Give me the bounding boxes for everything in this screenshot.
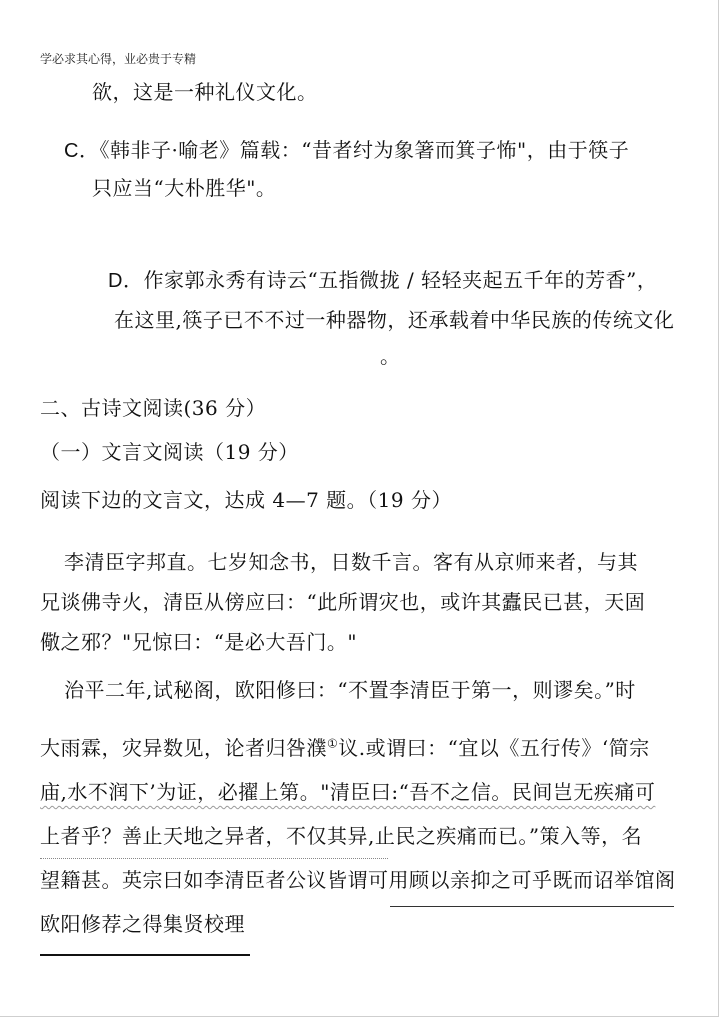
passage-p2-line4-text: 上者乎？善止天地之异者，不仅其异,止民之疾痛而已。”策入等，名 xyxy=(40,824,643,848)
option-c-line2: 只应当“大朴胜华"。 xyxy=(92,176,277,200)
underline-line6 xyxy=(40,954,250,956)
passage-p1-line2: 兄谈佛寺火，清臣从傍应曰：“此所谓灾也，或许其蠹民已甚，天固 xyxy=(40,590,646,614)
option-b-tail: 欲，这是一种礼仪文化。 xyxy=(92,80,318,104)
passage-p2-line6: 欧阳修荐之得集贤校理 xyxy=(40,912,245,936)
option-c-label: C． xyxy=(64,140,100,162)
passage-p2-line3 xyxy=(40,780,655,804)
underline-line5 xyxy=(390,906,674,907)
passage-p2-line2-post: 议.或谓曰：“宜以《五行传》‘简宗 xyxy=(338,736,650,760)
passage-p2-line2 xyxy=(40,736,650,760)
passage-p2-line4 xyxy=(40,824,642,848)
section2-heading: 二、古诗文阅读(36 分） xyxy=(40,396,267,420)
passage-p1-line1: 李清臣字邦直。七岁知念书，日数千言。客有从京师来者，与其 xyxy=(64,550,638,574)
passage-p2-line3-text: 庙,水不润下’为证，必擢上第。"清臣曰:“吾不之信。民间岂无疾痛可 xyxy=(40,780,656,804)
passage-p1-line3: 儆之邪？"兄惊曰：“是必大吾门。" xyxy=(40,630,358,654)
option-c-line1 xyxy=(64,138,629,163)
header-note: 学必求其心得，业必贵于专精 xyxy=(40,52,197,66)
passage-p2-line2-pre: 大雨霖，灾异数见，论者归咎濮 xyxy=(40,736,327,760)
option-c-text-1: 《韩非子·喻老》篇载：“昔者纣为象箸而箕子怖"，由于筷子 xyxy=(99,138,630,162)
option-d-text-1: 作家郭永秀有诗云“五指微拢 / 轻轻夹起五千年的芳香”， xyxy=(143,268,658,292)
footnote-marker: ① xyxy=(327,736,339,751)
passage-p2-line5: 望籍甚。英宗曰如李清臣者公议皆谓可用顾以亲抑之可乎既而诏举馆阁 xyxy=(40,868,676,892)
underline-line4 xyxy=(40,858,388,859)
subsection1-heading: （一）文言文阅读（19 分） xyxy=(40,440,299,464)
option-d-line3: 。 xyxy=(380,344,401,368)
instruction: 阅读下边的文言文，达成 4—7 题。（19 分） xyxy=(40,488,452,512)
option-d-label: D． xyxy=(108,270,144,292)
option-d-line1 xyxy=(108,268,657,293)
passage-p2-line1: 治平二年,试秘阁，欧阳修曰：“不置李清臣于第一，则谬矣。”时 xyxy=(64,678,636,702)
option-d-line2: 在这里,筷子已不不过一种器物，还承载着中华民族的传统文化 xyxy=(114,308,675,332)
